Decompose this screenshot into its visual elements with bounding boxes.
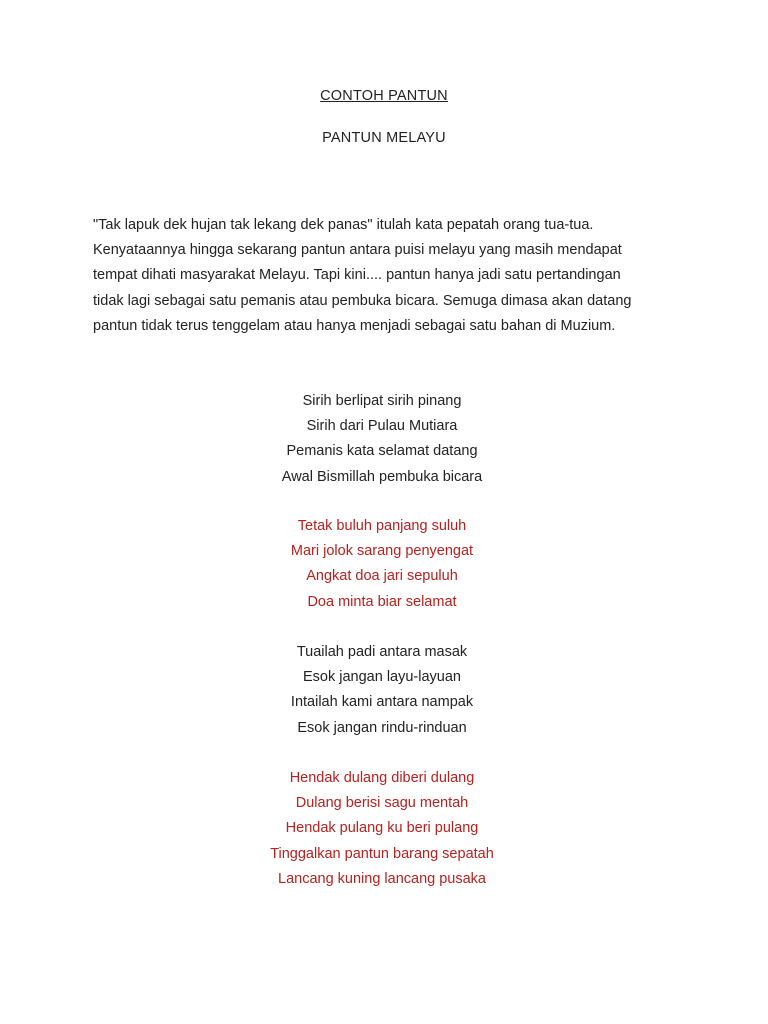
stanza-line: Doa minta biar selamat bbox=[307, 593, 457, 610]
intro-line: tidak lagi sebagai satu pemanis atau pembuka bicara. Semuga dimasa akan datang bbox=[93, 292, 632, 309]
intro-line: pantun tidak terus tenggelam atau hanya menjadi sebagai satu bahan di Muzium. bbox=[93, 317, 616, 334]
stanza-line: Angkat doa jari sepuluh bbox=[306, 568, 458, 585]
stanza-line: Intailah kami antara nampak bbox=[290, 694, 474, 711]
page-title bbox=[0, 87, 768, 105]
stanza-line: Awal Bismillah pembuka bicara bbox=[281, 468, 483, 485]
stanza-line: Pemanis kata selamat datang bbox=[286, 443, 478, 460]
stanza-line: Sirih dari Pulau Mutiara bbox=[306, 418, 458, 435]
stanza-line: Hendak dulang diberi dulang bbox=[289, 770, 475, 786]
stanza-line: Dulang berisi sagu mentah bbox=[295, 795, 469, 812]
intro-line: Kenyataannya hingga sekarang pantun antara puisi melayu yang masih mendapat bbox=[93, 242, 622, 259]
page-subtitle: PANTUN MELAYU bbox=[322, 130, 446, 146]
page-title-text: CONTOH PANTUN bbox=[320, 88, 448, 104]
stanza-line: Tuailah padi antara masak bbox=[296, 644, 468, 660]
stanza-line: Tetak buluh panjang suluh bbox=[297, 518, 467, 534]
stanza-line: Mari jolok sarang penyengat bbox=[290, 543, 474, 560]
pantun-stanza-4 bbox=[0, 766, 764, 892]
intro-line: "Tak lapuk dek hujan tak lekang dek panas" itulah kata pepatah orang tua-tua. bbox=[93, 217, 594, 233]
pantun-stanza-3 bbox=[0, 640, 764, 741]
pantun-stanza-1 bbox=[0, 389, 764, 490]
stanza-line: Esok jangan layu-layuan bbox=[303, 669, 461, 686]
stanza-line: Hendak pulang ku beri pulang bbox=[285, 820, 479, 837]
intro-paragraph bbox=[93, 213, 733, 339]
intro-line: tempat dihati masyarakat Melayu. Tapi kini.... pantun hanya jadi satu pertandingan bbox=[93, 267, 621, 284]
stanza-line: Lancang kuning lancang pusaka bbox=[278, 870, 486, 887]
stanza-line: Sirih berlipat sirih pinang bbox=[302, 393, 462, 409]
stanza-line: Esok jangan rindu-rinduan bbox=[297, 719, 467, 736]
stanza-line: Tinggalkan pantun barang sepatah bbox=[270, 845, 494, 862]
pantun-stanza-2 bbox=[0, 514, 764, 615]
